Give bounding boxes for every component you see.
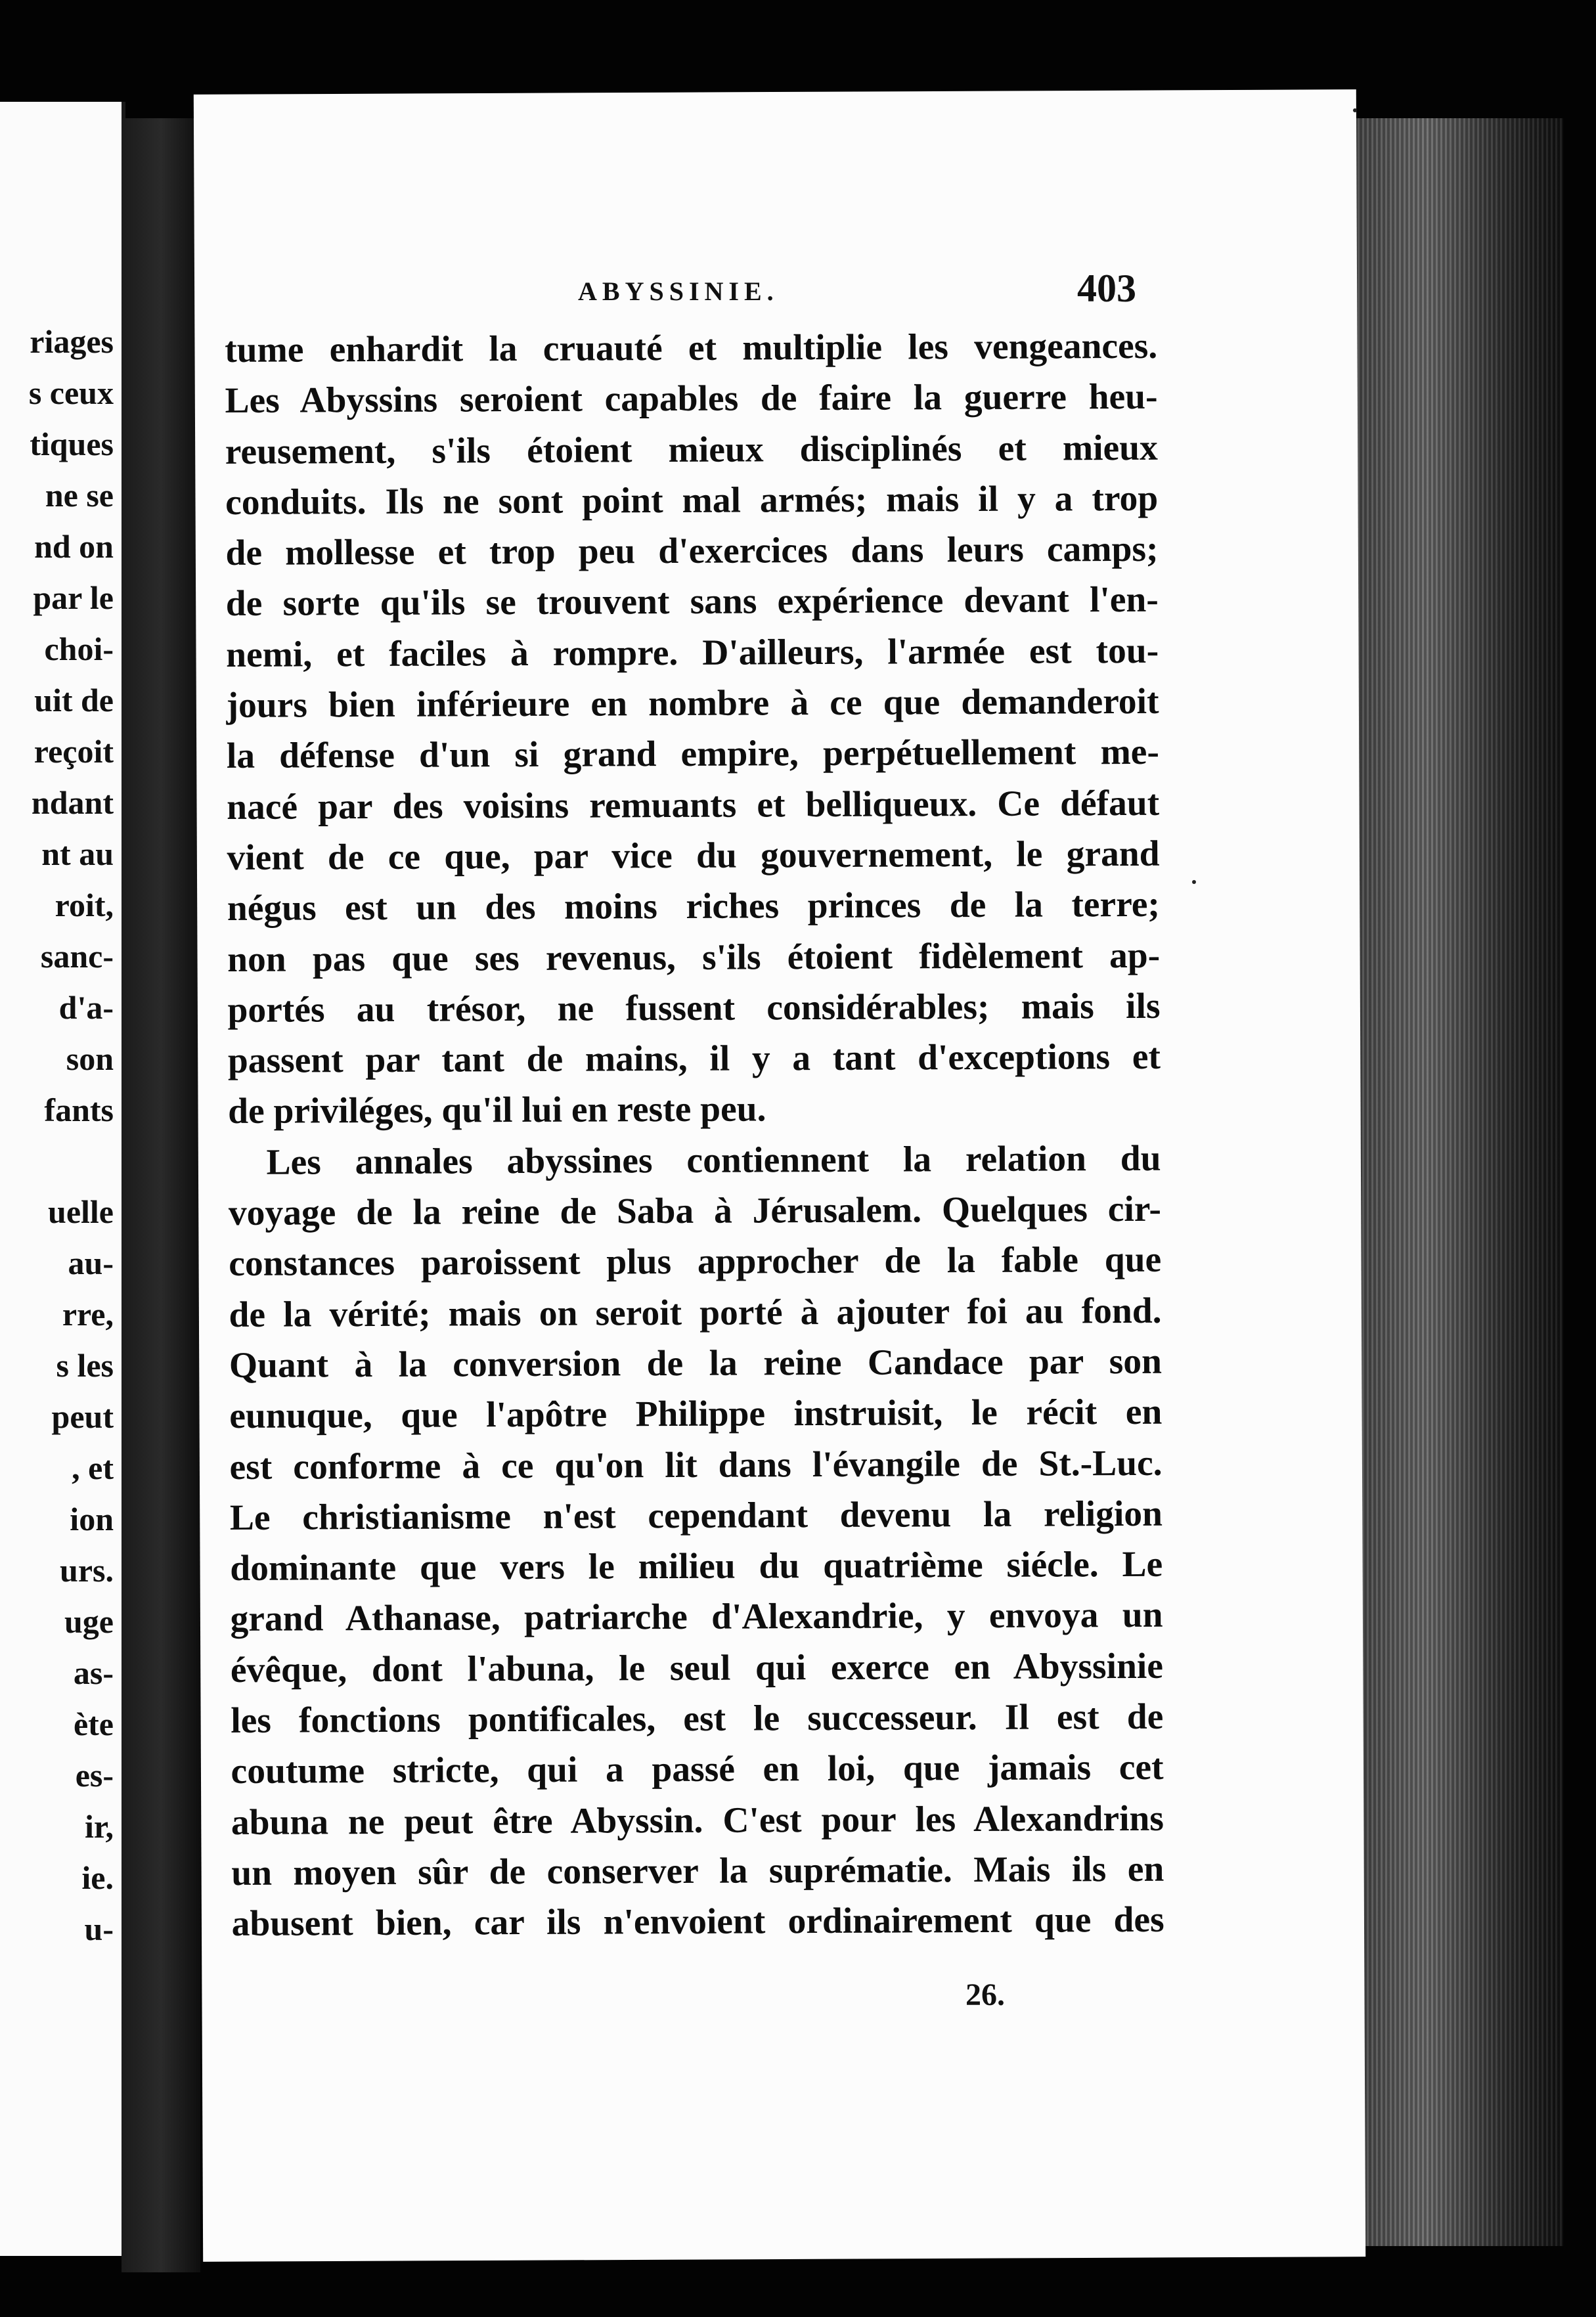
left-line-fragment: son bbox=[66, 1040, 114, 1077]
text-line: nemi, et faciles à rompre. D'ailleurs, l'armée est tou- bbox=[226, 630, 1159, 675]
left-line-fragment: ion bbox=[70, 1501, 114, 1537]
paragraph-first-line: Les annales abyssines contiennent la relation du bbox=[266, 1138, 1161, 1183]
running-head: ABYSSINIE. bbox=[578, 276, 779, 306]
left-line-fragment: roit, bbox=[55, 887, 114, 923]
body-text bbox=[225, 321, 1164, 1950]
left-line-fragment: es- bbox=[75, 1757, 114, 1794]
page-number: 403 bbox=[1077, 267, 1136, 310]
book-gutter bbox=[122, 118, 200, 2272]
left-line-fragment: au- bbox=[68, 1245, 114, 1281]
left-line-fragment: s ceux bbox=[28, 374, 114, 411]
left-line-fragment: ir, bbox=[85, 1808, 114, 1845]
left-line-fragment: ie. bbox=[81, 1859, 114, 1896]
scan-speck bbox=[1192, 880, 1196, 884]
left-line-fragment: nt au bbox=[41, 835, 114, 872]
left-line-fragment: choi- bbox=[44, 630, 114, 667]
left-line-fragment: reçoit bbox=[33, 733, 114, 770]
left-line-fragment: rre, bbox=[62, 1296, 114, 1333]
left-facing-page bbox=[0, 102, 125, 2256]
left-line-fragment: par le bbox=[33, 579, 114, 616]
left-line-fragment: tiques bbox=[30, 426, 114, 462]
text-line: vient de ce que, par vice du gouvernement, le grand bbox=[227, 833, 1160, 878]
text-line: portés au trésor, ne fussent considérables; mais ils bbox=[227, 986, 1161, 1030]
text-line: de mollesse et trop peu d'exercices dans leurs camps; bbox=[225, 529, 1159, 574]
text-line: est conforme à ce qu'on lit dans l'évangile de St.-Luc. bbox=[229, 1443, 1163, 1488]
left-line-fragment: uit de bbox=[34, 682, 114, 718]
text-line: constances paroissent plus approcher de la fable que bbox=[229, 1240, 1162, 1285]
text-line: évêque, dont l'abuna, le seul qui exerce en Abyssinie bbox=[230, 1646, 1164, 1690]
left-line-fragment: as- bbox=[73, 1654, 114, 1691]
page-fore-edge bbox=[1353, 118, 1563, 2246]
text-line: eunuque, que l'apôtre Philippe instruisit, le récit en bbox=[229, 1392, 1163, 1437]
text-line: conduits. Ils ne sont point mal armés; mais il y a trop bbox=[225, 478, 1159, 523]
text-line: de priviléges, qu'il lui en reste peu. bbox=[228, 1089, 766, 1132]
text-line: nacé par des voisins remuants et belliqueux. Ce défaut bbox=[227, 783, 1160, 828]
text-line: abuna ne peut être Abyssin. C'est pour les Alexandrins bbox=[231, 1798, 1164, 1843]
text-line: Quant à la conversion de la reine Candace par son bbox=[229, 1341, 1163, 1386]
left-line-fragment: peut bbox=[51, 1398, 114, 1435]
text-line: négus est un des moins riches princes de la terre; bbox=[227, 885, 1160, 929]
left-line-fragment: uelle bbox=[48, 1193, 114, 1230]
text-line: tume enhardit la cruauté et multiplie les vengeances. bbox=[225, 326, 1158, 370]
text-line: non pas que ses revenus, s'ils étoient fidèlement ap- bbox=[227, 935, 1161, 980]
left-line-fragment: ne se bbox=[45, 477, 114, 514]
text-line: grand Athanase, patriarche d'Alexandrie, y envoya un bbox=[230, 1595, 1163, 1640]
text-line: de la vérité; mais on seroit porté à ajouter foi au fond. bbox=[229, 1291, 1162, 1335]
left-line-fragment: sanc- bbox=[40, 938, 114, 975]
left-line-fragment: uge bbox=[64, 1603, 114, 1640]
text-line: les fonctions pontificales, est le successeur. Il est de bbox=[231, 1696, 1164, 1741]
signature-mark: 26. bbox=[965, 1977, 1005, 2012]
left-line-fragment: nd on bbox=[34, 528, 114, 565]
left-line-fragment: ndant bbox=[31, 784, 114, 821]
text-line: un moyen sûr de conserver la suprématie. Mais ils en bbox=[231, 1849, 1164, 1893]
text-line: Le christianisme n'est cependant devenu la religion bbox=[229, 1493, 1163, 1538]
text-line: de sorte qu'ils se trouvent sans expérience devant l'en- bbox=[225, 580, 1159, 625]
text-line: abusent bien, car ils n'envoient ordinairement que des bbox=[231, 1899, 1164, 1945]
text-line: reusement, s'ils étoient mieux disciplinés et mieux bbox=[225, 428, 1158, 472]
text-line: coutume stricte, qui a passé en loi, que jamais cet bbox=[231, 1748, 1164, 1792]
text-line: passent par tant de mains, il y a tant d'exceptions et bbox=[227, 1036, 1161, 1082]
scan-speck bbox=[1353, 108, 1357, 112]
text-line: la défense d'un si grand empire, perpétuellement me- bbox=[226, 732, 1159, 777]
left-line-fragment: s les bbox=[56, 1347, 114, 1384]
text-line: dominante que vers le milieu du quatrième siécle. Le bbox=[230, 1544, 1163, 1589]
left-line-fragment: d'a- bbox=[58, 989, 114, 1026]
left-line-fragment: riages bbox=[30, 323, 114, 360]
left-line-fragment: urs. bbox=[60, 1552, 114, 1589]
left-line-fragment: u- bbox=[84, 1910, 114, 1947]
text-line: Les Abyssins seroient capables de faire la guerre heu- bbox=[225, 377, 1158, 422]
text-line: voyage de la reine de Saba à Jérusalem. Quelques cir- bbox=[228, 1189, 1162, 1234]
left-line-fragment: fants bbox=[44, 1092, 114, 1128]
left-line-fragment: ète bbox=[73, 1706, 114, 1742]
text-line: jours bien inférieure en nombre à ce que demanderoit bbox=[226, 681, 1159, 726]
left-line-fragment: , et bbox=[72, 1449, 114, 1486]
